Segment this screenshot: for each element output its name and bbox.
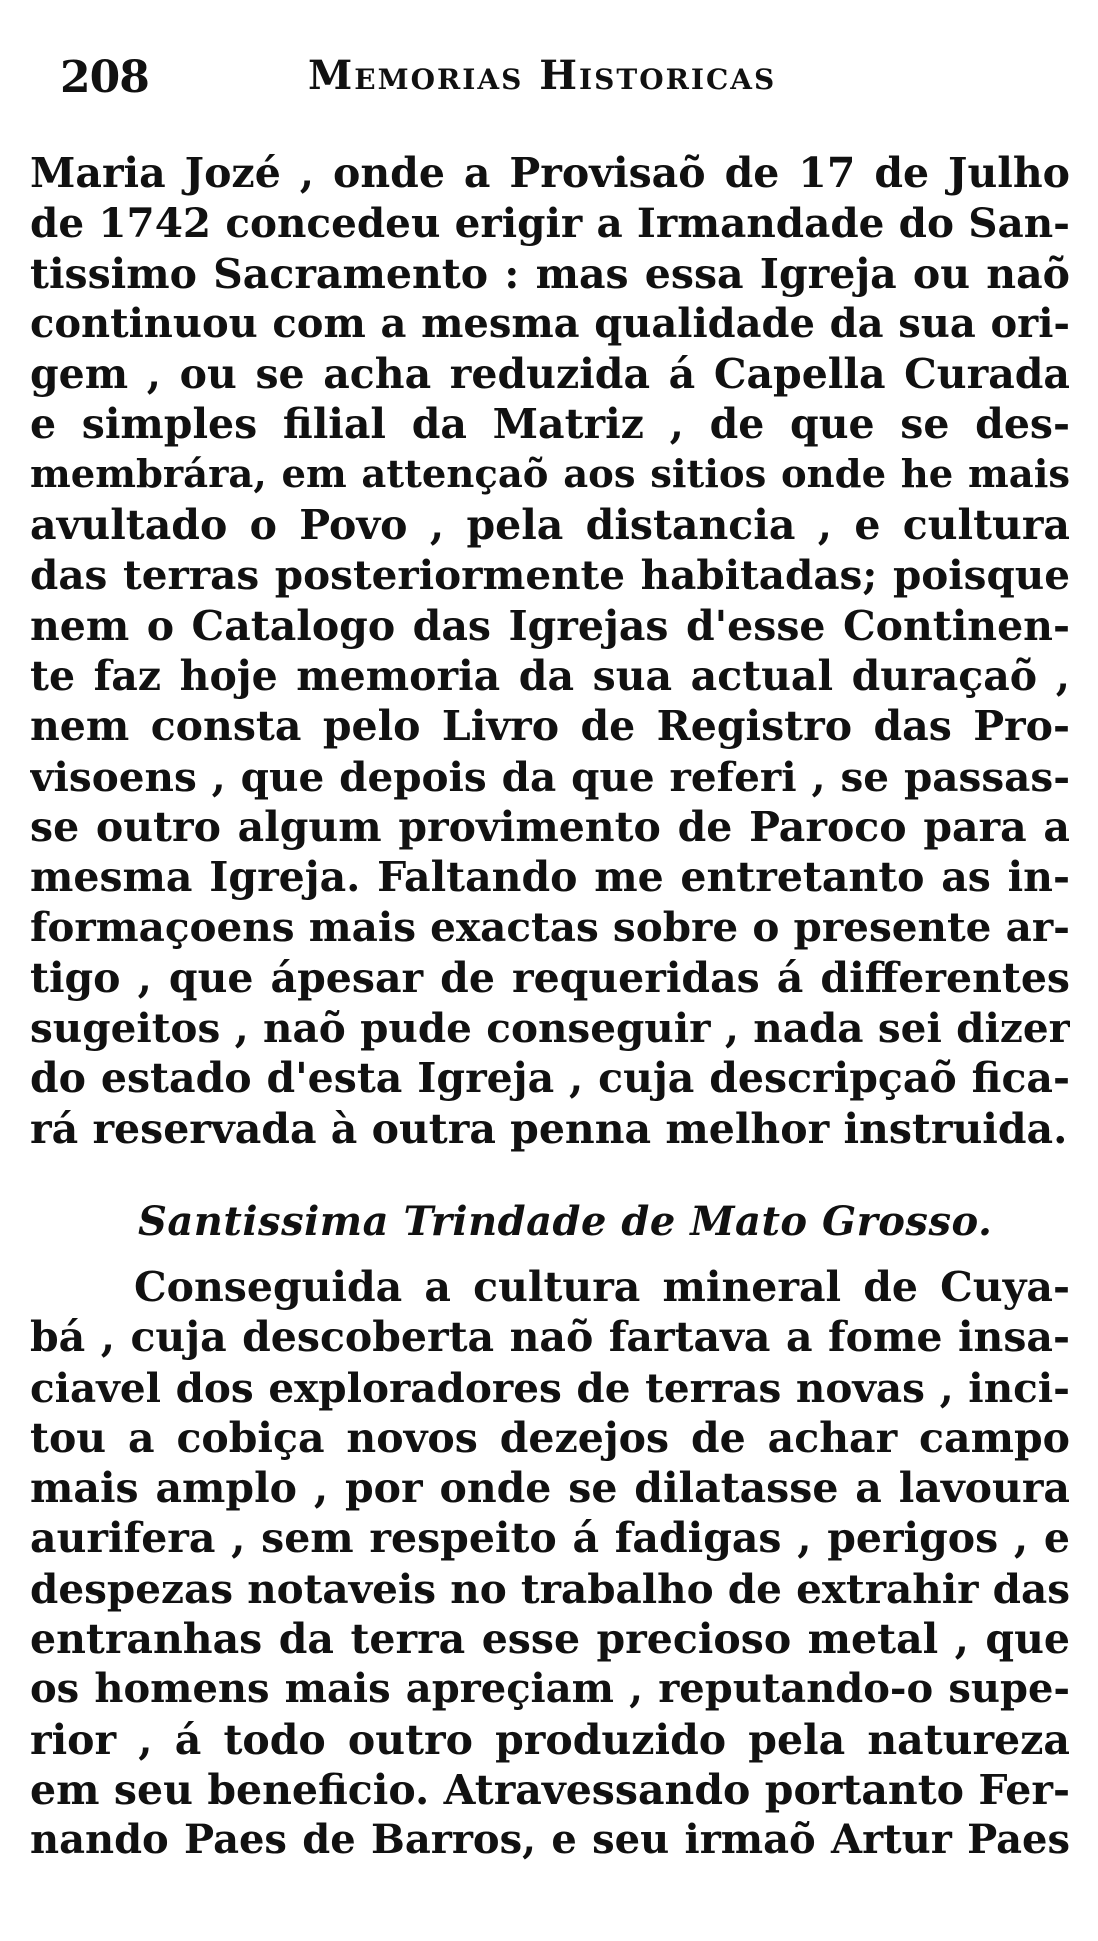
paragraph-1 bbox=[30, 148, 1070, 1154]
text-line: bá , cuja descoberta naõ fartava a fome insa- bbox=[30, 1313, 1070, 1362]
text-line: tissimo Sacramento : mas essa Igreja ou naõ bbox=[30, 249, 1070, 298]
text-line: despezas notaveis no trabalho de extrahir das bbox=[30, 1564, 1070, 1613]
text-line: das terras posteriormente habitadas; poisque bbox=[30, 551, 1070, 600]
section-heading: Santissima Trindade de Mato Grosso. bbox=[138, 1198, 993, 1245]
text-line: entranhas da terra esse precioso metal , que bbox=[30, 1615, 1070, 1664]
text-line: ciavel dos exploradores de terras novas , inci- bbox=[30, 1363, 1070, 1412]
text-line: visoens , que depois da que referi , se passas- bbox=[30, 752, 1070, 801]
page-number: 208 bbox=[60, 52, 149, 103]
text-line: nem o Catalogo das Igrejas d'esse Continen- bbox=[30, 601, 1070, 650]
text-line: mais amplo , por onde se dilatasse a lavoura bbox=[30, 1464, 1070, 1513]
text-line: os homens mais apreçiam , reputando-o supe- bbox=[30, 1665, 1070, 1713]
text-line: de 1742 concedeu erigir a Irmandade do San- bbox=[30, 199, 1070, 248]
text-line: Maria Jozé , onde a Provisaõ de 17 de Julho bbox=[30, 149, 1070, 197]
text-line: te faz hoje memoria da sua actual duraçaõ , bbox=[30, 651, 1070, 700]
text-line: nando Paes de Barros, e seu irmaõ Artur Paes bbox=[30, 1816, 1070, 1864]
text-line: se outro algum provimento de Paroco para a bbox=[30, 802, 1070, 851]
text-line: avultado o Povo , pela distancia , e cultura bbox=[30, 501, 1070, 550]
text-line: mesma Igreja. Faltando me entretanto as in- bbox=[30, 853, 1070, 902]
text-line: tigo , que ápesar de requeridas á differentes bbox=[30, 953, 1070, 1002]
running-title: Memorias Historicas bbox=[308, 52, 777, 99]
text-line: Conseguida a cultura mineral de Cuya- bbox=[134, 1263, 1070, 1311]
text-line: tou a cobiça novos dezejos de achar campo bbox=[30, 1413, 1070, 1462]
text-line: gem , ou se acha reduzida á Capella Curada bbox=[30, 350, 1070, 399]
text-line: nem consta pelo Livro de Registro das Pro- bbox=[30, 702, 1070, 751]
text-line: continuou com a mesma qualidade da sua ori- bbox=[30, 299, 1070, 347]
text-line: em seu beneficio. Atravessando portanto Fer- bbox=[30, 1765, 1070, 1814]
text-line: rá reservada à outra penna melhor instruida. bbox=[30, 1104, 1068, 1153]
page-header bbox=[60, 52, 820, 122]
text-line: e simples filial da Matriz , de que se des- bbox=[30, 400, 1070, 449]
text-line: sugeitos , naõ pude conseguir , nada sei dizer bbox=[30, 1004, 1070, 1053]
text-line: rior , á todo outro produzido pela natureza bbox=[30, 1715, 1070, 1764]
paragraph-2 bbox=[30, 1262, 1070, 1866]
text-line: do estado d'esta Igreja , cuja descripçaõ fica- bbox=[30, 1054, 1070, 1103]
text-line: formaçoens mais exactas sobre o presente ar- bbox=[30, 903, 1070, 952]
text-line: membrára, em attençaõ aos sitios onde he mais bbox=[30, 451, 1070, 497]
text-line: aurifera , sem respeito á fadigas , perigos , e bbox=[30, 1514, 1070, 1563]
